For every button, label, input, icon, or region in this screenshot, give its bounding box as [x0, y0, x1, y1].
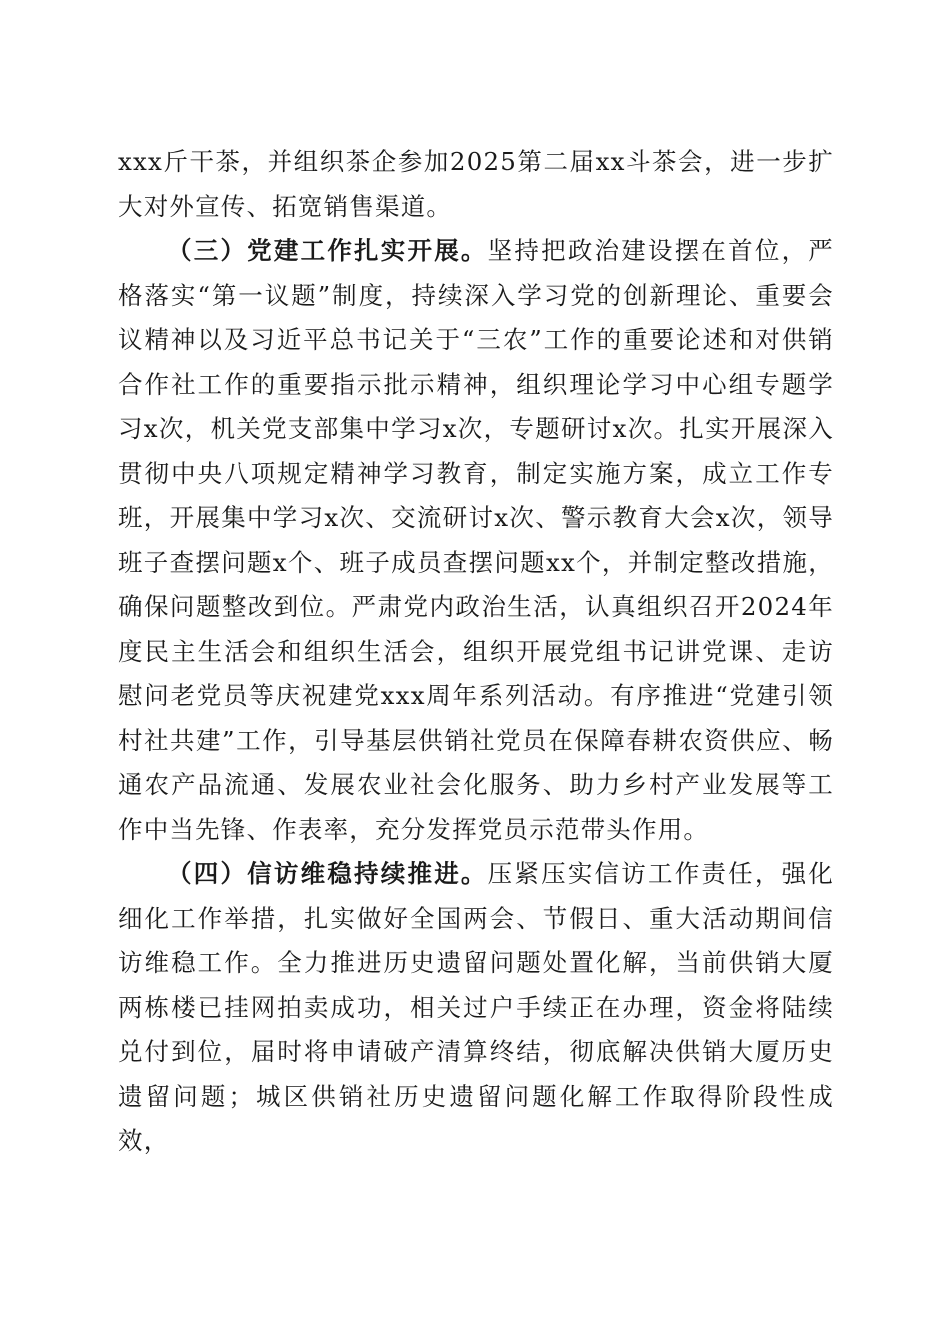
paragraph-text: 坚持把政治建设摆在首位，严格落实“第一议题”制度，持续深入学习党的创新理论、重要会议精神以及习近平总书记关于“三农”工作的重要论述和对供销合作社工作的重要指示批示精神，组织理论学习中心组专题学习x次，机关党支部集中学习x次，专题研讨x次。扎实开展深入贯彻中央八项规定精神学习教育，制定实施方案，成立工作专班，开展集中学习x次、交流研讨x次、警示教育大会x次，领导班子查摆问题x个、班子成员查摆问题xx个，并制定整改措施，确保问题整改到位。严肃党内政治生活，认真组织召开2024年度民主生活会和组织生活会，组织开展党组书记讲党课、走访慰问老党员等庆祝建党xxx周年系列活动。有序推进“党建引领村社共建”工作，引导基层供销社党员在保障春耕农资供应、畅通农产品流通、发展农业社会化服务、助力乡村产业发展等工作中当先锋、作表率，充分发挥党员示范带头作用。 [118, 236, 834, 844]
paragraph-text: xxx斤干茶，并组织茶企参加2025第二届xx斗茶会，进一步扩大对外宣传、拓宽销售渠道。 [118, 147, 834, 221]
paragraph-text: 压紧压实信访工作责任，强化细化工作举措，扎实做好全国两会、节假日、重大活动期间信访维稳工作。全力推进历史遗留问题处置化解，当前供销大厦两栋楼已挂网拍卖成功，相关过户手续正在办理，资金将陆续兑付到位，届时将申请破产清算终结，彻底解决供销大厦历史遗留问题；城区供销社历史遗留问题化解工作取得阶段性成效， [118, 859, 834, 1155]
section-heading-4: （四）信访维稳持续推进。 [167, 859, 488, 888]
paragraph-petition-stability [118, 852, 834, 1164]
paragraph-continuation [118, 140, 834, 229]
section-heading-3: （三）党建工作扎实开展。 [167, 236, 488, 265]
document-body [118, 140, 834, 1164]
paragraph-party-building [118, 229, 834, 852]
